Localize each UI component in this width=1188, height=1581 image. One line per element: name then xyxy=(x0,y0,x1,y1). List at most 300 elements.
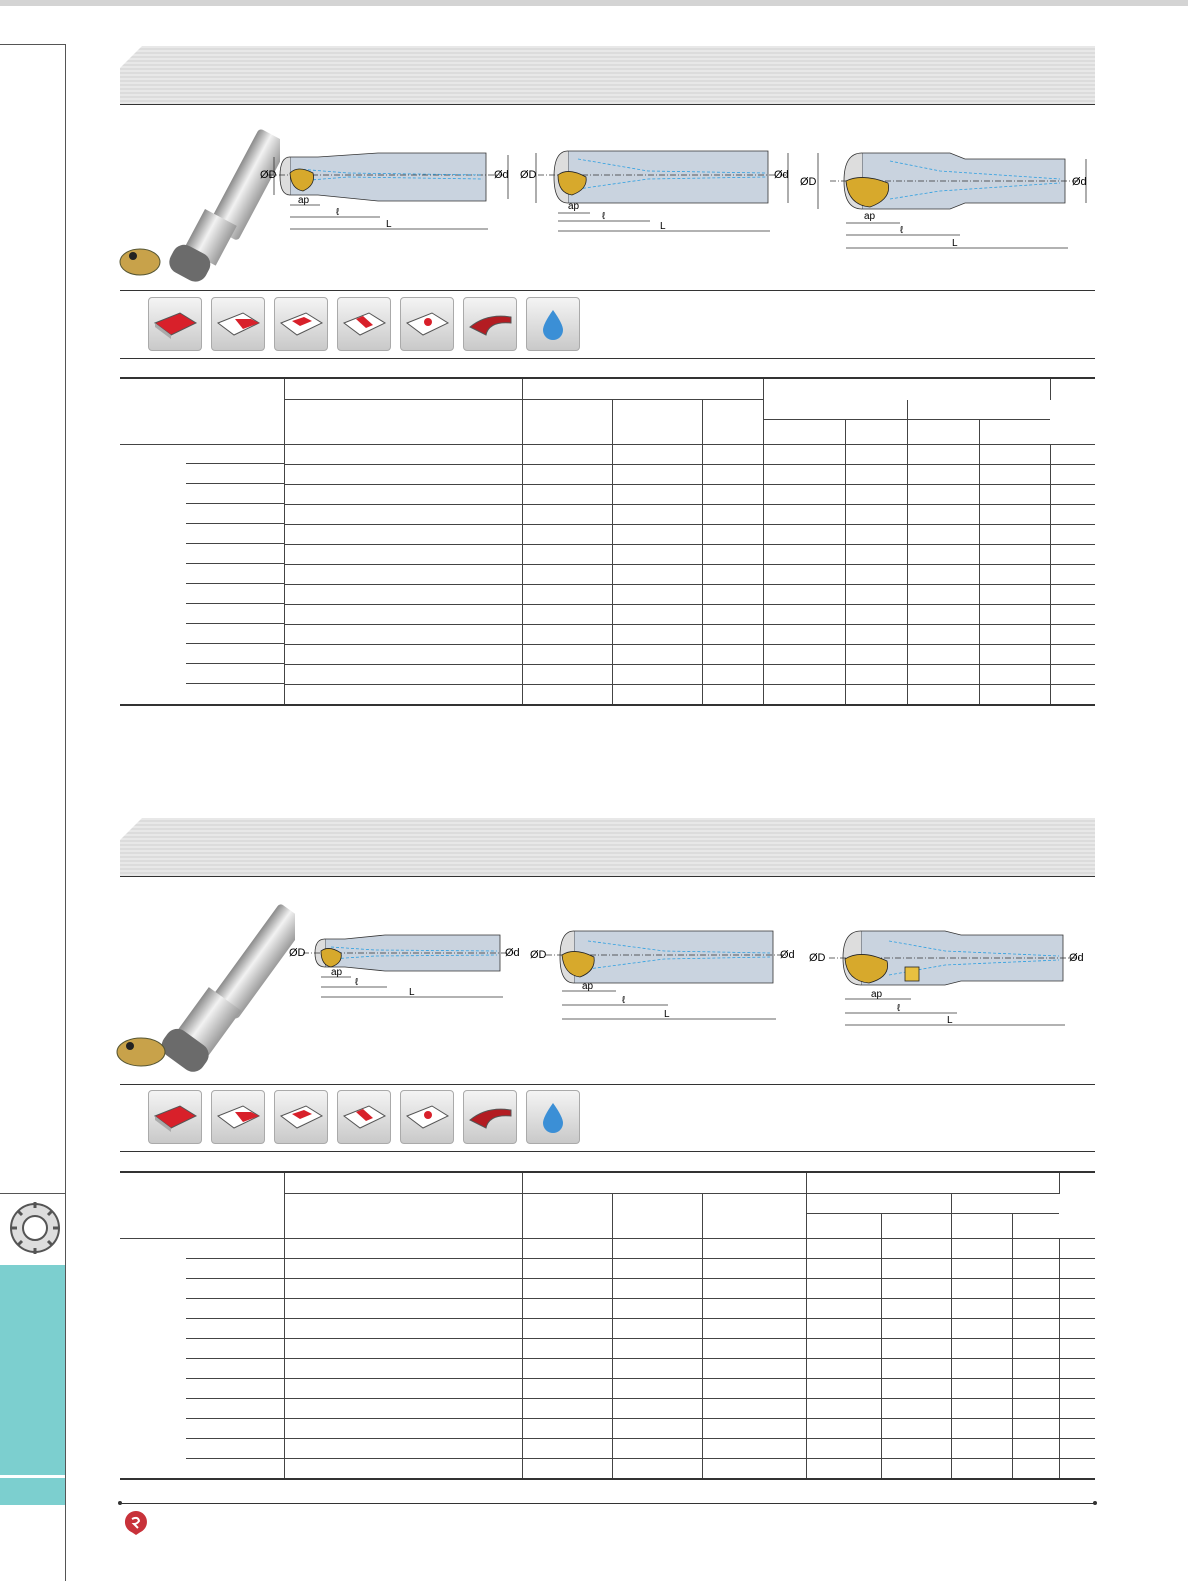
table-cell xyxy=(1050,504,1095,524)
table-cell xyxy=(806,1459,881,1480)
table-cell xyxy=(806,1239,881,1259)
table-cell xyxy=(522,544,612,564)
table-cell xyxy=(522,1239,612,1259)
table-cell xyxy=(1059,1379,1095,1399)
left-margin-line xyxy=(65,44,66,1581)
table-cell xyxy=(845,544,907,564)
table-cell xyxy=(979,684,1050,705)
table-cell xyxy=(120,1419,284,1439)
section-tab[interactable] xyxy=(0,1265,65,1505)
table-cell xyxy=(522,1279,612,1299)
table-row xyxy=(120,1299,1095,1319)
section1-table-body xyxy=(120,444,1095,705)
section2-header-banner xyxy=(120,818,1095,877)
table-cell xyxy=(845,604,907,624)
table-cell xyxy=(522,664,612,684)
section2-drawing-2 xyxy=(528,925,803,1025)
table-cell xyxy=(1012,1379,1059,1399)
table-cell xyxy=(806,1299,881,1319)
header-cell xyxy=(702,400,763,445)
table-cell xyxy=(1050,604,1095,624)
table-cell xyxy=(702,484,763,504)
table-row xyxy=(120,664,1095,684)
table-cell xyxy=(284,1339,522,1359)
table-cell xyxy=(702,1459,806,1480)
table-cell xyxy=(806,1279,881,1299)
section1-drawing-3 xyxy=(800,145,1095,255)
section2-table-body xyxy=(120,1239,1095,1480)
table-cell xyxy=(1050,464,1095,484)
table-cell xyxy=(702,664,763,684)
table-cell xyxy=(881,1299,951,1319)
l-label: ℓ xyxy=(622,995,626,1006)
table-cell xyxy=(1050,584,1095,604)
table-cell xyxy=(951,1359,1012,1379)
table-cell xyxy=(522,484,612,504)
header-cell xyxy=(763,419,845,444)
table-cell xyxy=(612,1379,702,1399)
top-bar xyxy=(0,0,1188,6)
table-cell xyxy=(284,1299,522,1319)
header-cell xyxy=(284,378,522,400)
table-cell xyxy=(845,664,907,684)
table-cell xyxy=(907,564,979,584)
table-cell xyxy=(1050,484,1095,504)
table-cell xyxy=(120,644,284,664)
table-cell xyxy=(612,484,702,504)
section1-header-banner xyxy=(120,46,1095,105)
table-cell xyxy=(845,504,907,524)
footer-rule xyxy=(120,1503,1095,1504)
table-cell xyxy=(120,1439,284,1459)
table-cell xyxy=(1012,1359,1059,1379)
table-cell xyxy=(1059,1279,1095,1299)
table-cell xyxy=(522,444,612,464)
table-cell xyxy=(845,524,907,544)
L-label: L xyxy=(947,1015,953,1026)
table-cell xyxy=(120,1399,284,1419)
table-cell xyxy=(763,544,845,564)
table-cell xyxy=(951,1299,1012,1319)
header-cell xyxy=(951,1194,1059,1214)
table-row xyxy=(120,684,1095,705)
table-cell xyxy=(951,1339,1012,1359)
table-cell xyxy=(120,464,284,484)
table-cell xyxy=(522,1419,612,1439)
table-cell xyxy=(120,484,284,504)
table-cell xyxy=(284,604,522,624)
table-cell xyxy=(702,1359,806,1379)
table-cell xyxy=(702,624,763,644)
table-cell xyxy=(120,564,284,584)
table-cell xyxy=(1059,1359,1095,1379)
table-cell xyxy=(806,1439,881,1459)
table-cell xyxy=(1059,1259,1095,1279)
header-cell xyxy=(979,419,1050,444)
table-cell xyxy=(763,564,845,584)
table-row xyxy=(120,584,1095,604)
table-cell xyxy=(763,604,845,624)
table-cell xyxy=(612,544,702,564)
table-cell xyxy=(951,1439,1012,1459)
table-cell xyxy=(763,684,845,705)
l-label: ℓ xyxy=(336,207,340,218)
table-cell xyxy=(702,544,763,564)
table-cell xyxy=(907,624,979,644)
table-cell xyxy=(522,504,612,524)
table-cell xyxy=(284,584,522,604)
section1-spec-table xyxy=(120,377,1095,706)
table-cell xyxy=(522,1339,612,1359)
table-cell xyxy=(612,1339,702,1359)
section1-drawing-2 xyxy=(518,145,800,237)
table-cell xyxy=(120,1379,284,1399)
table-cell xyxy=(1012,1459,1059,1480)
ap-label: ap xyxy=(864,211,876,222)
table-cell xyxy=(702,1319,806,1339)
table-cell xyxy=(284,464,522,484)
table-cell xyxy=(522,584,612,604)
table-cell xyxy=(979,624,1050,644)
ap-label: ap xyxy=(582,981,594,992)
table-row xyxy=(120,524,1095,544)
table-cell xyxy=(120,504,284,524)
table-cell xyxy=(1059,1459,1095,1480)
table-cell xyxy=(522,1259,612,1279)
table-cell xyxy=(1050,624,1095,644)
header-cell xyxy=(806,1214,881,1239)
table-cell xyxy=(845,644,907,664)
section2-separator-top xyxy=(120,1084,1095,1085)
table-cell xyxy=(1059,1419,1095,1439)
d-outer-label: ØD xyxy=(289,947,306,959)
table-cell xyxy=(907,584,979,604)
table-cell xyxy=(284,1399,522,1419)
header-cell xyxy=(1050,378,1095,444)
table-cell xyxy=(1012,1319,1059,1339)
table-cell xyxy=(120,1359,284,1379)
table-cell xyxy=(612,464,702,484)
l-label: ℓ xyxy=(355,977,359,988)
table-cell xyxy=(845,464,907,484)
ramping-icon xyxy=(400,297,454,351)
table-cell xyxy=(522,1439,612,1459)
table-cell xyxy=(120,1299,284,1319)
table-row xyxy=(120,444,1095,464)
pocketing-icon xyxy=(337,297,391,351)
header-cell xyxy=(120,378,284,444)
table-cell xyxy=(284,444,522,464)
table-cell xyxy=(806,1419,881,1439)
table-cell xyxy=(979,544,1050,564)
table-cell xyxy=(702,564,763,584)
table-row xyxy=(120,1279,1095,1299)
header-cell xyxy=(806,1194,951,1214)
table-cell xyxy=(612,664,702,684)
table-row xyxy=(120,544,1095,564)
reference-arrow-icon[interactable] xyxy=(124,1510,148,1536)
section1-tool-photo xyxy=(105,112,280,284)
section1-separator-top xyxy=(120,290,1095,291)
table-cell xyxy=(881,1239,951,1259)
table-cell xyxy=(612,1299,702,1319)
table-cell xyxy=(612,644,702,664)
table-cell xyxy=(522,1459,612,1480)
table-cell xyxy=(702,1279,806,1299)
table-cell xyxy=(845,684,907,705)
table-cell xyxy=(1012,1259,1059,1279)
table-cell xyxy=(612,564,702,584)
table-cell xyxy=(763,464,845,484)
table-cell xyxy=(1059,1319,1095,1339)
table-cell xyxy=(907,644,979,664)
table-cell xyxy=(907,484,979,504)
table-cell xyxy=(881,1319,951,1339)
table-cell xyxy=(806,1319,881,1339)
contour-milling-icon xyxy=(463,1090,517,1144)
section2-application-icons xyxy=(148,1090,580,1144)
table-cell xyxy=(120,584,284,604)
table-cell xyxy=(702,1379,806,1399)
L-label: L xyxy=(386,219,392,230)
left-margin-frame xyxy=(0,44,65,1194)
header-cell xyxy=(522,1172,806,1194)
table-cell xyxy=(763,584,845,604)
table-cell xyxy=(284,1379,522,1399)
table-cell xyxy=(1050,544,1095,564)
l-label: ℓ xyxy=(900,225,904,236)
table-cell xyxy=(284,484,522,504)
header-cell xyxy=(763,400,907,420)
d-shank-label: Ød xyxy=(505,947,520,959)
table-cell xyxy=(845,584,907,604)
table-cell xyxy=(702,644,763,664)
table-cell xyxy=(612,1419,702,1439)
table-cell xyxy=(907,664,979,684)
table-cell xyxy=(284,544,522,564)
table-cell xyxy=(907,684,979,705)
table-cell xyxy=(120,1259,284,1279)
table-cell xyxy=(1059,1299,1095,1319)
table-cell xyxy=(522,1379,612,1399)
table-cell xyxy=(845,484,907,504)
table-cell xyxy=(907,444,979,464)
table-row xyxy=(120,1459,1095,1480)
section1-application-icons xyxy=(148,297,580,351)
table-cell xyxy=(284,1439,522,1459)
table-cell xyxy=(907,544,979,564)
d-outer-label: ØD xyxy=(800,176,817,188)
section2-drawing-1 xyxy=(285,925,530,1005)
section2-tool-photo xyxy=(105,882,295,1072)
table-cell xyxy=(522,564,612,584)
table-row xyxy=(120,564,1095,584)
table-cell xyxy=(612,1439,702,1459)
table-row xyxy=(120,1339,1095,1359)
table-cell xyxy=(612,444,702,464)
table-cell xyxy=(1012,1239,1059,1259)
table-cell xyxy=(979,604,1050,624)
table-cell xyxy=(522,1299,612,1319)
slotting-icon xyxy=(274,1090,328,1144)
table-cell xyxy=(702,1419,806,1439)
table-cell xyxy=(120,664,284,684)
header-cell xyxy=(120,1172,284,1239)
table-cell xyxy=(120,604,284,624)
table-cell xyxy=(881,1279,951,1299)
L-label: L xyxy=(664,1009,670,1020)
table-cell xyxy=(881,1339,951,1359)
table-cell xyxy=(284,1459,522,1480)
table-cell xyxy=(120,684,284,705)
pocketing-icon xyxy=(337,1090,391,1144)
table-cell xyxy=(612,684,702,705)
header-cell xyxy=(284,1172,522,1194)
header-cell xyxy=(1059,1172,1095,1239)
ap-label: ap xyxy=(298,195,310,206)
L-label: L xyxy=(409,987,415,998)
table-cell xyxy=(806,1399,881,1419)
table-cell xyxy=(1050,524,1095,544)
table-cell xyxy=(702,444,763,464)
section2-spec-table xyxy=(120,1171,1095,1480)
table-cell xyxy=(284,1419,522,1439)
table-row xyxy=(120,604,1095,624)
table-cell xyxy=(1050,564,1095,584)
table-cell xyxy=(979,644,1050,664)
table-cell xyxy=(979,564,1050,584)
table-cell xyxy=(881,1459,951,1480)
d-shank-label: Ød xyxy=(1069,952,1084,964)
table-cell xyxy=(284,504,522,524)
table-cell xyxy=(702,1399,806,1419)
header-cell xyxy=(845,419,907,444)
table-cell xyxy=(284,1359,522,1379)
table-cell xyxy=(881,1419,951,1439)
table-cell xyxy=(979,444,1050,464)
face-milling-icon xyxy=(148,297,202,351)
table-cell xyxy=(702,684,763,705)
d-outer-label: ØD xyxy=(530,949,547,961)
table-cell xyxy=(702,1259,806,1279)
d-outer-label: ØD xyxy=(260,169,277,181)
table-row xyxy=(120,1359,1095,1379)
table-cell xyxy=(763,644,845,664)
table-row xyxy=(120,1379,1095,1399)
section2-separator-bottom xyxy=(120,1151,1095,1152)
header-cell xyxy=(612,400,702,445)
table-cell xyxy=(979,484,1050,504)
table-cell xyxy=(284,564,522,584)
table-cell xyxy=(1050,644,1095,664)
table-cell xyxy=(1012,1439,1059,1459)
header-cell xyxy=(951,1214,1012,1239)
table-cell xyxy=(907,504,979,524)
table-cell xyxy=(1050,444,1095,464)
table-cell xyxy=(702,464,763,484)
table-cell xyxy=(1012,1339,1059,1359)
table-cell xyxy=(806,1339,881,1359)
header-cell xyxy=(806,1172,1059,1194)
table-row xyxy=(120,504,1095,524)
table-cell xyxy=(845,564,907,584)
table-cell xyxy=(951,1319,1012,1339)
ap-label: ap xyxy=(871,989,883,1000)
table-cell xyxy=(120,1459,284,1480)
table-row xyxy=(120,484,1095,504)
shoulder-milling-icon xyxy=(211,297,265,351)
table-cell xyxy=(979,464,1050,484)
table-cell xyxy=(1059,1439,1095,1459)
table-cell xyxy=(702,1339,806,1359)
table-cell xyxy=(979,524,1050,544)
table-cell xyxy=(845,624,907,644)
table-cell xyxy=(612,524,702,544)
table-cell xyxy=(702,504,763,524)
d-shank-label: Ød xyxy=(780,949,795,961)
table-cell xyxy=(1012,1399,1059,1419)
header-cell xyxy=(907,400,1050,420)
table-cell xyxy=(522,684,612,705)
d-outer-label: ØD xyxy=(809,952,826,964)
table-cell xyxy=(120,544,284,564)
table-cell xyxy=(806,1259,881,1279)
table-cell xyxy=(284,1279,522,1299)
section1-drawing-1 xyxy=(258,145,518,237)
table-cell xyxy=(979,504,1050,524)
ap-label: ap xyxy=(331,967,343,978)
table-cell xyxy=(120,444,284,464)
table-cell xyxy=(951,1379,1012,1399)
d-outer-label: ØD xyxy=(520,169,537,181)
table-cell xyxy=(284,624,522,644)
table-cell xyxy=(120,1319,284,1339)
table-cell xyxy=(284,684,522,705)
footer-rule-dot xyxy=(118,1501,122,1505)
table-row xyxy=(120,1419,1095,1439)
table-cell xyxy=(763,444,845,464)
table-row xyxy=(120,624,1095,644)
table-cell xyxy=(284,1259,522,1279)
table-cell xyxy=(1012,1299,1059,1319)
table-cell xyxy=(881,1259,951,1279)
table-cell xyxy=(1050,684,1095,705)
table-cell xyxy=(907,464,979,484)
table-row xyxy=(120,1319,1095,1339)
table-cell xyxy=(612,1259,702,1279)
header-cell xyxy=(284,1194,522,1239)
table-cell xyxy=(522,524,612,544)
header-cell xyxy=(881,1214,951,1239)
table-row xyxy=(120,644,1095,664)
table-cell xyxy=(1059,1239,1095,1259)
d-shank-label: Ød xyxy=(494,169,509,181)
table-cell xyxy=(612,1279,702,1299)
shoulder-milling-icon xyxy=(211,1090,265,1144)
table-cell xyxy=(907,524,979,544)
table-cell xyxy=(881,1359,951,1379)
header-cell xyxy=(1012,1214,1059,1239)
table-cell xyxy=(612,584,702,604)
table-cell xyxy=(284,1319,522,1339)
table-cell xyxy=(881,1439,951,1459)
table-cell xyxy=(881,1399,951,1419)
table-cell xyxy=(951,1419,1012,1439)
table-cell xyxy=(612,1459,702,1480)
table-cell xyxy=(702,1239,806,1259)
section1-separator-bottom xyxy=(120,358,1095,359)
table-cell xyxy=(1059,1339,1095,1359)
